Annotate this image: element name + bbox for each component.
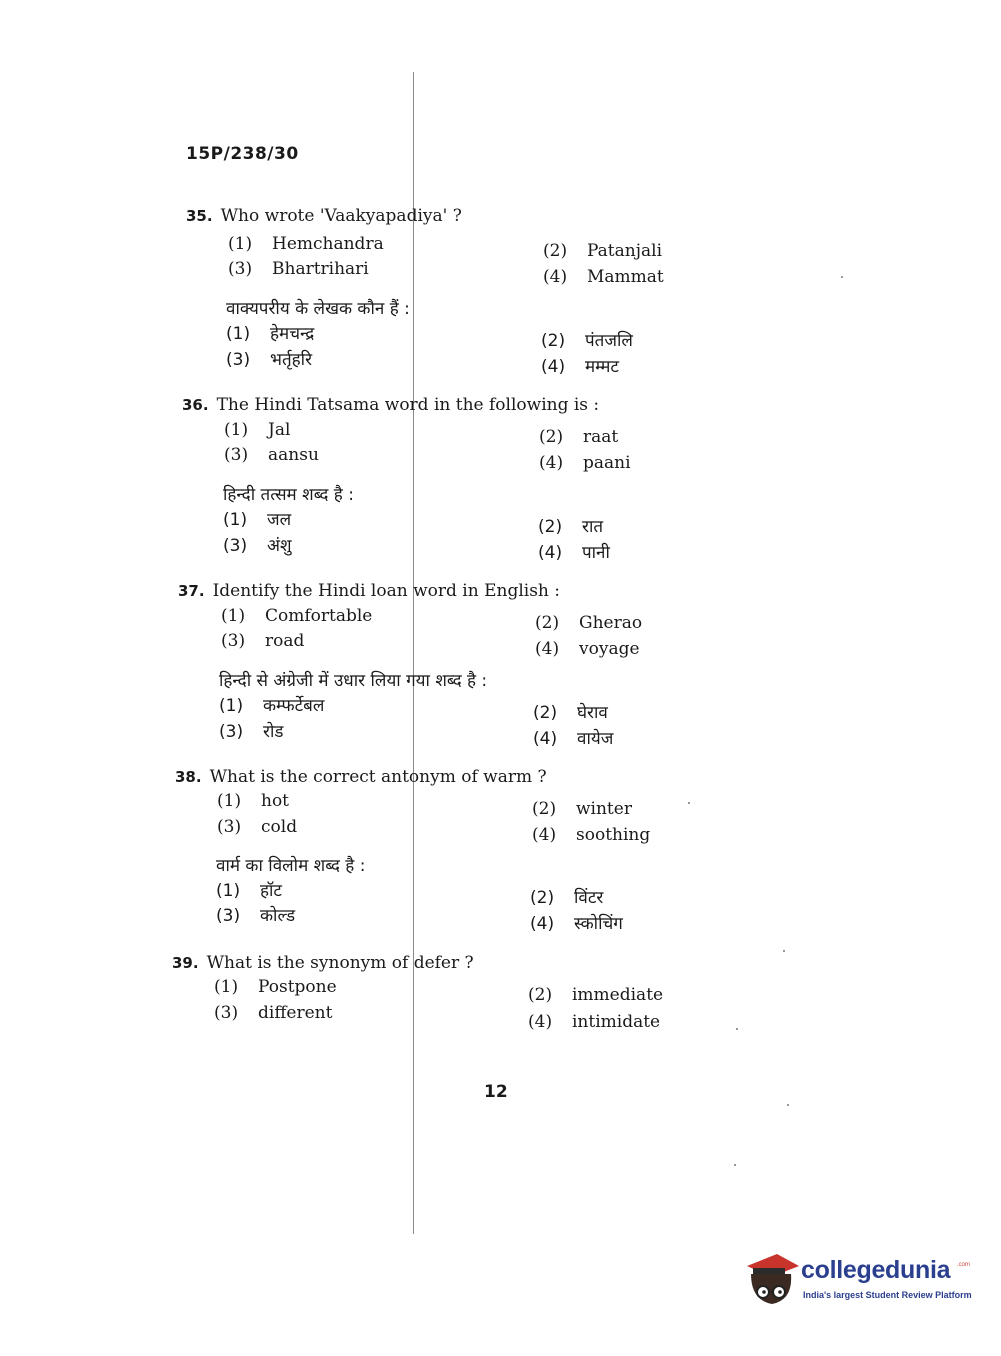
option-2-hindi: (2) विंटर (530, 888, 604, 908)
logo-tagline: India's largest Student Review Platform (803, 1290, 972, 1300)
scan-speck (736, 1028, 738, 1030)
question-text: Who wrote 'Vaakyapadiya' ? (220, 206, 462, 226)
option-2: (2) raat (539, 427, 619, 447)
option-3: (3) Bhartrihari (228, 259, 369, 279)
question-text: What is the synonym of defer ? (206, 953, 474, 973)
mascot-icon (743, 1250, 801, 1308)
question-number: 37. (178, 582, 205, 600)
logo-wordmark: collegedunia (801, 1256, 951, 1284)
option-1-hindi: (1) जल (223, 510, 292, 530)
option-2: (2) Gherao (535, 613, 643, 633)
option-4-hindi: (4) स्कोचिंग (530, 914, 623, 934)
option-4: (4) soothing (532, 825, 651, 845)
option-2: (2) Patanjali (543, 241, 663, 261)
question-stem-hindi: वार्म का विलोम शब्द है : (216, 856, 366, 876)
scan-speck (734, 1164, 736, 1166)
question-number: 36. (182, 396, 209, 414)
scan-speck (787, 1104, 789, 1106)
option-4-hindi: (4) पानी (538, 543, 610, 563)
option-4-hindi: (4) मम्मट (541, 357, 619, 377)
question-stem (182, 395, 599, 415)
fold-line (413, 72, 414, 1234)
logo-com: .com (957, 1262, 971, 1268)
question-stem (175, 767, 547, 787)
option-1-hindi: (1) हेमचन्द्र (226, 324, 315, 344)
collegedunia-logo (743, 1250, 973, 1310)
paper-code: 15P/238/30 (186, 144, 299, 164)
option-1: (1) Postpone (214, 977, 337, 997)
option-4: (4) voyage (535, 639, 640, 659)
option-3-hindi: (3) रोड (219, 722, 284, 742)
option-2: (2) immediate (528, 985, 664, 1005)
option-2: (2) winter (532, 799, 632, 819)
question-text: Identify the Hindi loan word in English : (212, 581, 560, 601)
question-stem (172, 953, 474, 973)
option-2-hindi: (2) पंतजलि (541, 331, 633, 351)
option-1: (1) Jal (224, 420, 291, 440)
scan-speck (783, 950, 785, 952)
question-number: 38. (175, 768, 202, 786)
scan-speck (841, 276, 843, 278)
option-1: (1) Hemchandra (228, 234, 384, 254)
option-3-hindi: (3) अंशु (223, 536, 292, 556)
option-2-hindi: (2) घेराव (533, 703, 608, 723)
option-1: (1) hot (217, 791, 290, 811)
option-4-hindi: (4) वायेज (533, 729, 614, 749)
option-3-hindi: (3) भर्तृहरि (226, 350, 313, 370)
option-4: (4) Mammat (543, 267, 664, 287)
option-2-hindi: (2) रात (538, 517, 604, 537)
question-number: 35. (186, 207, 213, 225)
option-3: (3) road (221, 631, 305, 651)
option-1: (1) Comfortable (221, 606, 373, 626)
option-1-hindi: (1) कम्फर्टेबल (219, 696, 325, 716)
page-number: 12 (484, 1082, 508, 1102)
option-3: (3) cold (217, 817, 298, 837)
option-3-hindi: (3) कोल्ड (216, 906, 296, 926)
option-4: (4) intimidate (528, 1012, 661, 1032)
question-stem-hindi: हिन्दी से अंग्रेजी में उधार लिया गया शब्द है : (219, 671, 488, 691)
question-stem (178, 581, 560, 601)
option-3: (3) different (214, 1003, 333, 1023)
option-1-hindi: (1) हॉट (216, 881, 282, 901)
question-text: The Hindi Tatsama word in the following is : (216, 395, 600, 415)
question-stem (186, 206, 462, 226)
question-stem-hindi: वाक्यपरीय के लेखक कौन हैं : (226, 299, 410, 319)
question-stem-hindi: हिन्दी तत्सम शब्द है : (223, 485, 354, 505)
option-3: (3) aansu (224, 445, 319, 465)
question-number: 39. (172, 954, 199, 972)
scan-speck (688, 802, 690, 804)
question-text: What is the correct antonym of warm ? (209, 767, 547, 787)
option-4: (4) paani (539, 453, 631, 473)
